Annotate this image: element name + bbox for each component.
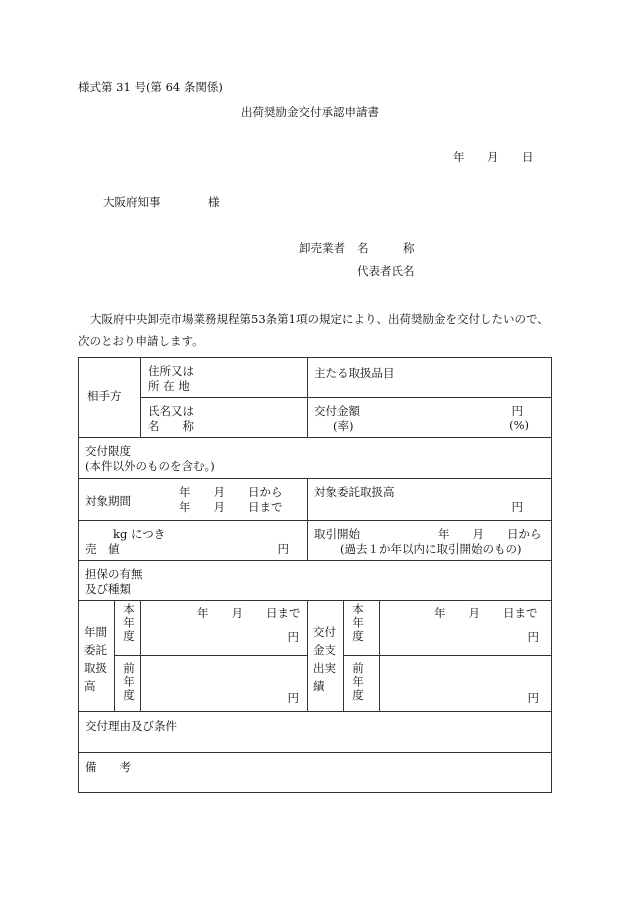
body-text-line2: 次のとおり申請します。 (78, 334, 204, 348)
partner-label: 相手方 (87, 389, 122, 403)
body-text-line1: 大阪府中央卸売市場業務規程第53条第1項の規定により、出荷奨励金を交付したいので、 (90, 312, 549, 326)
name-cell[interactable] (141, 398, 308, 438)
payout-this-year-label: 本年度 (351, 603, 365, 644)
payout-label: 交付金支出実績 (313, 625, 336, 693)
reason-label: 交付理由及び条件 (85, 719, 177, 733)
annual-this-year-date: 年 月 日まで (197, 606, 301, 620)
remarks-cell[interactable] (79, 753, 552, 793)
applicant-role: 卸売業者 (299, 241, 345, 255)
address-cell[interactable] (141, 358, 308, 398)
payout-this-year-cell[interactable] (380, 601, 552, 656)
collateral-label-2: 及び種類 (85, 582, 131, 596)
consign-cell[interactable] (308, 479, 552, 521)
limit-label-2: (本件以外のものを含む。) (85, 459, 215, 473)
annual-prev-year-label: 前年度 (122, 662, 136, 703)
amount-cell[interactable] (308, 398, 552, 438)
application-table (78, 357, 552, 793)
annual-this-year-label-cell (115, 601, 141, 656)
payout-prev-year-cell[interactable] (380, 656, 552, 712)
trade-start-date: 年 月 日から (438, 527, 542, 541)
annual-prev-year-unit: 円 (287, 691, 299, 705)
payout-this-year-unit: 円 (527, 630, 539, 644)
partner-cell (79, 358, 141, 438)
price-unit: 円 (277, 542, 289, 556)
period-from: 年 月 日から (179, 485, 283, 499)
address-label-1: 住所又は (148, 364, 194, 378)
per-kg-label: kg につき (113, 527, 166, 541)
payout-prev-year-label: 前年度 (351, 662, 365, 703)
trade-start-label: 取引開始 (314, 527, 360, 541)
rate-label: (率) (333, 419, 354, 433)
collateral-cell[interactable] (79, 561, 552, 601)
addressee-honorific: 様 (208, 195, 220, 209)
amount-label: 交付金額 (314, 404, 360, 418)
annual-this-year-cell[interactable] (141, 601, 308, 656)
address-label-2: 所 在 地 (148, 379, 190, 393)
annual-prev-year-cell[interactable] (141, 656, 308, 712)
period-cell[interactable] (79, 479, 308, 521)
applicant-name-label: 名 称 (357, 241, 415, 255)
form-number: 様式第 31 号(第 64 条関係) (78, 80, 223, 94)
date-month-label: 月 (487, 150, 499, 164)
limit-cell[interactable] (79, 438, 552, 479)
amount-unit: 円 (511, 404, 523, 418)
remarks-label: 備 考 (85, 760, 131, 774)
consign-label: 対象委託取扱高 (314, 485, 395, 499)
trade-start-cell[interactable] (308, 521, 552, 561)
price-cell[interactable] (79, 521, 308, 561)
payout-prev-year-label-cell (344, 656, 380, 712)
consign-unit: 円 (511, 500, 523, 514)
period-to: 年 月 日まで (179, 500, 283, 514)
addressee-name: 大阪府知事 (103, 195, 161, 209)
main-items-cell[interactable] (308, 358, 552, 398)
applicant-rep-label: 代表者氏名 (357, 264, 415, 278)
limit-label-1: 交付限度 (85, 444, 131, 458)
name-label-1: 氏名又は (148, 404, 194, 418)
reason-cell[interactable] (79, 712, 552, 753)
rate-unit: (%) (509, 418, 529, 432)
payout-label-cell (308, 601, 344, 712)
annual-this-year-label: 本年度 (122, 603, 136, 644)
annual-label: 年間委託取扱高 (84, 625, 107, 693)
name-label-2: 名 称 (148, 419, 194, 433)
annual-prev-year-label-cell (115, 656, 141, 712)
annual-this-year-unit: 円 (287, 630, 299, 644)
annual-label-cell (79, 601, 115, 712)
payout-prev-year-unit: 円 (527, 691, 539, 705)
payout-this-year-date: 年 月 日まで (434, 606, 538, 620)
main-items-label: 主たる取扱品目 (314, 366, 395, 380)
period-label: 対象期間 (85, 494, 131, 508)
collateral-label-1: 担保の有無 (85, 567, 143, 581)
price-label: 売 値 (85, 542, 120, 556)
date-year-label: 年 (453, 150, 465, 164)
date-day-label: 日 (522, 150, 534, 164)
document-title: 出荷奨励金交付承認申請書 (241, 105, 379, 119)
trade-start-note: (過去１か年以内に取引開始のもの) (340, 542, 522, 556)
payout-this-year-label-cell (344, 601, 380, 656)
